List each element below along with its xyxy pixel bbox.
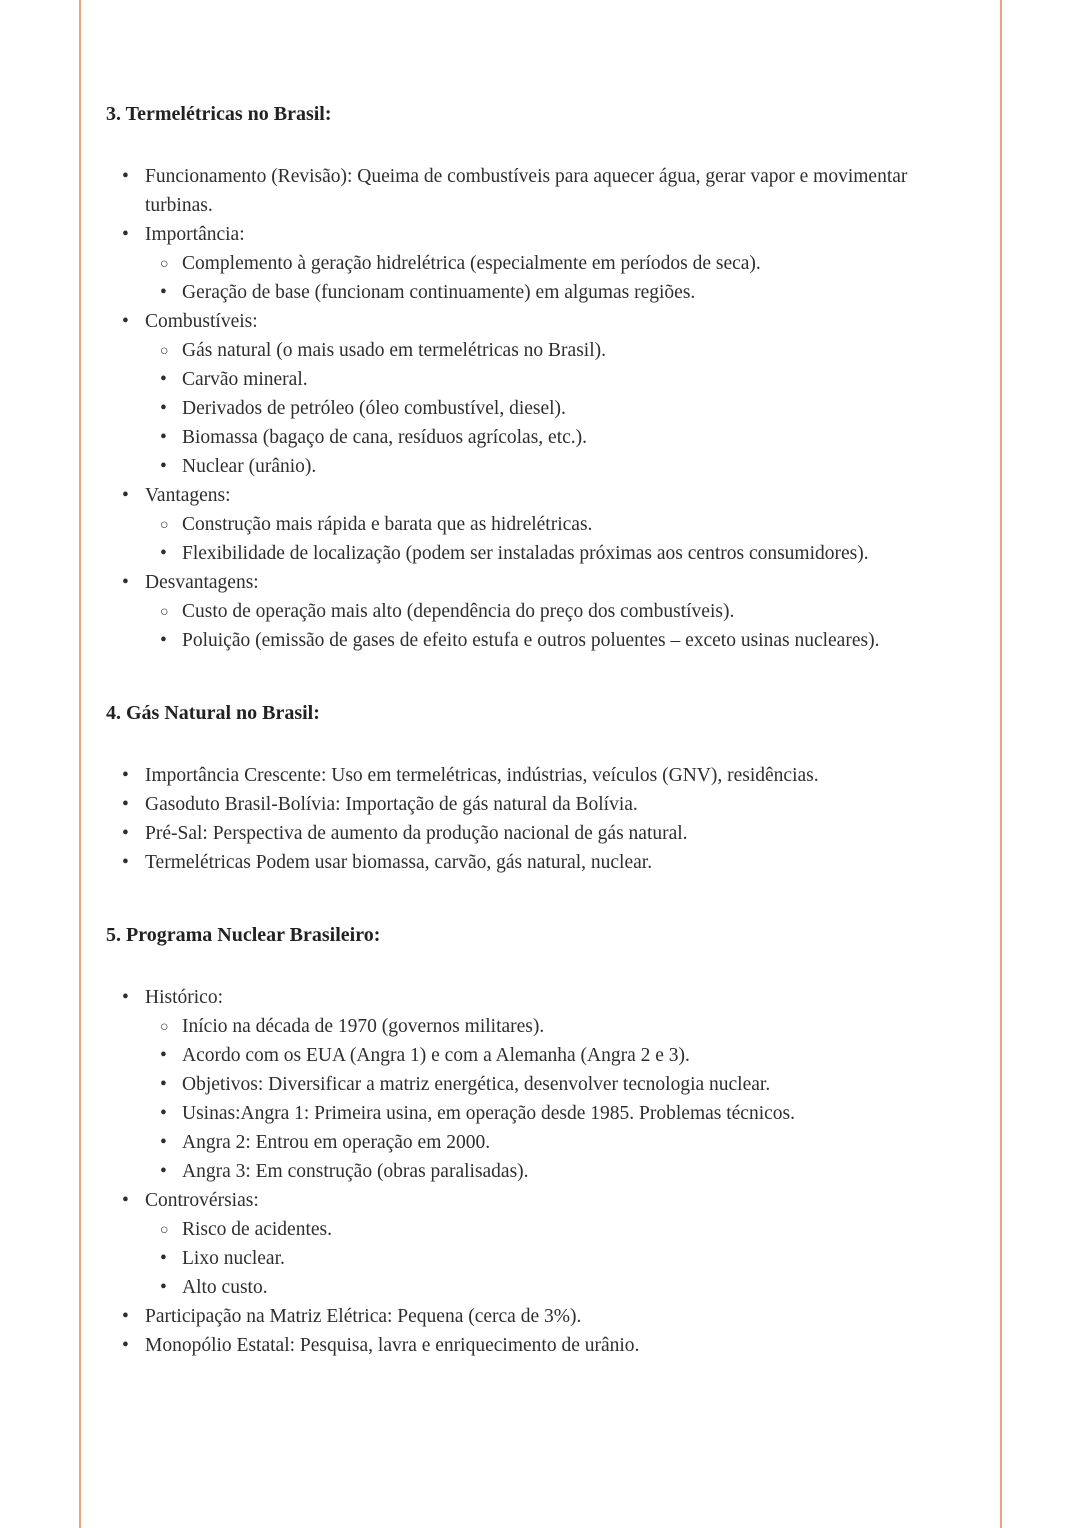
list-item: [106, 278, 972, 307]
bullet-list: [106, 761, 972, 877]
section-heading: 3. Termelétricas no Brasil:: [106, 103, 332, 125]
list-item-text: Funcionamento (Revisão): Queima de combustíveis para aquecer água, gerar vapor e movimentar turbinas.: [145, 166, 908, 216]
list-item-text: Construção mais rápida e barata que as hidrelétricas.: [182, 514, 593, 535]
list-item-text: Gás natural (o mais usado em termelétricas no Brasil).: [182, 340, 606, 361]
list-item: [106, 1331, 972, 1360]
list-item-text: Carvão mineral.: [182, 369, 308, 390]
list-item-text: Objetivos: Diversificar a matriz energética, desenvolver tecnologia nuclear.: [182, 1074, 771, 1095]
list-item-text: Monopólio Estatal: Pesquisa, lavra e enriquecimento de urânio.: [145, 1335, 640, 1356]
list-item: [106, 162, 972, 220]
list-item-text: Histórico:: [145, 987, 223, 1008]
bullet-list: [106, 983, 972, 1360]
list-item: [106, 1041, 972, 1070]
list-item: [106, 848, 972, 877]
list-item: [106, 819, 972, 848]
list-item: [106, 761, 972, 790]
list-item-text: Derivados de petróleo (óleo combustível, diesel).: [182, 398, 566, 419]
list-item-text: Flexibilidade de localização (podem ser instaladas próximas aos centros consumidores).: [182, 543, 869, 564]
section: [106, 699, 972, 877]
list-item-text: Controvérsias:: [145, 1190, 259, 1211]
list-item: [106, 983, 972, 1012]
list-item: [106, 539, 972, 568]
list-item-text: Acordo com os EUA (Angra 1) e com a Alemanha (Angra 2 e 3).: [182, 1045, 690, 1066]
section-heading: 4. Gás Natural no Brasil:: [106, 702, 320, 724]
list-item: [106, 452, 972, 481]
list-item: [106, 1302, 972, 1331]
list-item-text: Custo de operação mais alto (dependência do preço dos combustíveis).: [182, 601, 735, 622]
list-item: [106, 626, 972, 655]
list-item-text: Desvantagens:: [145, 572, 259, 593]
list-item-text: Termelétricas Podem usar biomassa, carvão, gás natural, nuclear.: [145, 852, 653, 873]
list-item: [106, 220, 972, 249]
list-item-text: Combustíveis:: [145, 311, 258, 332]
sections-container: [106, 100, 972, 1360]
list-item: [106, 510, 972, 539]
list-item: [106, 1012, 972, 1041]
list-item: [106, 249, 972, 278]
list-item-text: Início na década de 1970 (governos militares).: [182, 1016, 545, 1037]
list-item: [106, 365, 972, 394]
list-item-text: Angra 2: Entrou em operação em 2000.: [182, 1132, 491, 1153]
list-item-text: Vantagens:: [145, 485, 231, 506]
bullet-list: [106, 162, 972, 655]
document-content: [106, 100, 972, 1404]
list-item-text: Alto custo.: [182, 1277, 268, 1298]
list-item-text: Angra 3: Em construção (obras paralisadas).: [182, 1161, 529, 1182]
page-border-left: [79, 0, 81, 1528]
list-item: [106, 1244, 972, 1273]
list-item-text: Complemento à geração hidrelétrica (especialmente em períodos de seca).: [182, 253, 761, 274]
list-item-text: Geração de base (funcionam continuamente) em algumas regiões.: [182, 282, 696, 303]
list-item-text: Importância Crescente: Uso em termelétricas, indústrias, veículos (GNV), residências.: [145, 765, 819, 786]
list-item: [106, 481, 972, 510]
list-item: [106, 1273, 972, 1302]
list-item: [106, 336, 972, 365]
list-item-text: Poluição (emissão de gases de efeito estufa e outros poluentes – exceto usinas nucleares).: [182, 630, 880, 651]
list-item: [106, 568, 972, 597]
list-item-text: Gasoduto Brasil-Bolívia: Importação de gás natural da Bolívia.: [145, 794, 638, 815]
list-item: [106, 307, 972, 336]
list-item-text: Biomassa (bagaço de cana, resíduos agrícolas, etc.).: [182, 427, 588, 448]
list-item: [106, 1099, 972, 1128]
section: [106, 921, 972, 1360]
list-item: [106, 1157, 972, 1186]
list-item-text: Lixo nuclear.: [182, 1248, 285, 1269]
list-item: [106, 1128, 972, 1157]
list-item: [106, 1215, 972, 1244]
list-item-text: Usinas:Angra 1: Primeira usina, em operação desde 1985. Problemas técnicos.: [182, 1103, 796, 1124]
list-item-text: Risco de acidentes.: [182, 1219, 332, 1240]
list-item-text: Participação na Matriz Elétrica: Pequena (cerca de 3%).: [145, 1306, 582, 1327]
list-item-text: Pré-Sal: Perspectiva de aumento da produção nacional de gás natural.: [145, 823, 688, 844]
page-border-right: [1000, 0, 1002, 1528]
list-item: [106, 423, 972, 452]
section: [106, 100, 972, 655]
list-item-text: Importância:: [145, 224, 245, 245]
list-item: [106, 1070, 972, 1099]
list-item: [106, 790, 972, 819]
list-item: [106, 394, 972, 423]
list-item: [106, 1186, 972, 1215]
list-item: [106, 597, 972, 626]
list-item-text: Nuclear (urânio).: [182, 456, 317, 477]
section-heading: 5. Programa Nuclear Brasileiro:: [106, 924, 381, 946]
